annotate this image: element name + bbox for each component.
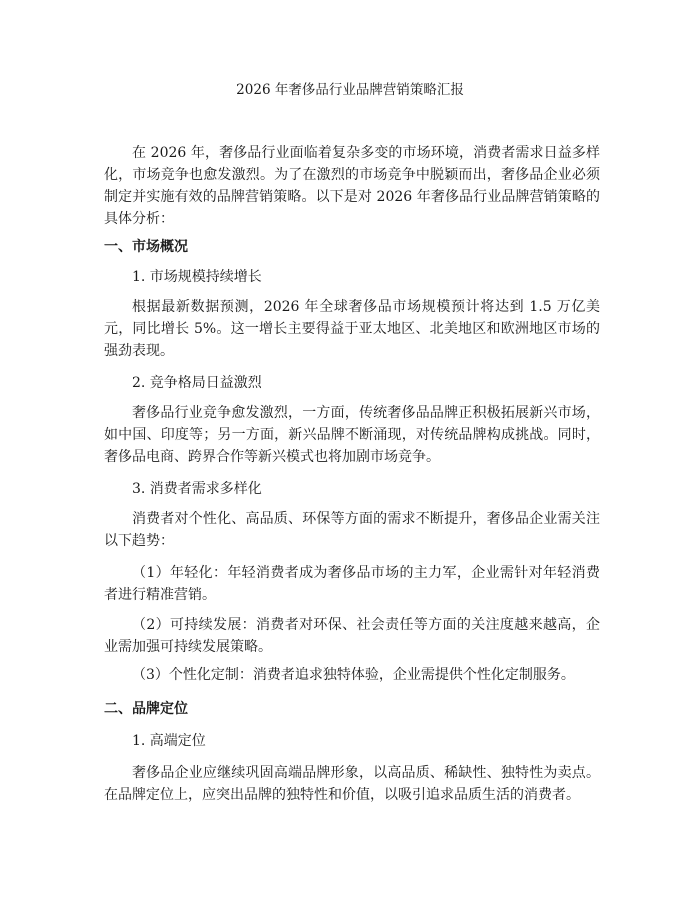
intro-paragraph: 在 2026 年，奢侈品行业面临着复杂多变的市场环境，消费者需求日益多样化，市场竞争也愈发激烈。为了在激烈的市场竞争中脱颖而出，奢侈品企业必须制定并实施有效的品牌营销策略。以下是对 2026 年奢侈品行业品牌营销策略的具体分析： bbox=[104, 145, 600, 227]
subsection-title-consumer-needs: 3. 消费者需求多样化 bbox=[132, 481, 262, 497]
subsection-title-high-end: 1. 高端定位 bbox=[132, 733, 206, 749]
trend-item-sustainability: （2）可持续发展：消费者对环保、社会责任等方面的关注度越来越高，企业需加强可持续发展策略。 bbox=[104, 617, 600, 655]
paragraph-market-size: 根据最新数据预测，2026 年全球奢侈品市场规模预计将达到 1.5 万亿美元，同比增长 5%。这一增长主要得益于亚太地区、北美地区和欧洲地区市场的强劲表现。 bbox=[104, 299, 600, 359]
subsection-title-market-size: 1. 市场规模持续增长 bbox=[132, 269, 262, 285]
trend-item-youth: （1）年轻化：年轻消费者成为奢侈品市场的主力军，企业需针对年轻消费者进行精准营销。 bbox=[104, 565, 600, 603]
trend-item-customization: （3）个性化定制：消费者追求独特体验，企业需提供个性化定制服务。 bbox=[132, 667, 575, 683]
paragraph-consumer-needs: 消费者对个性化、高品质、环保等方面的需求不断提升，奢侈品企业需关注以下趋势： bbox=[104, 511, 600, 549]
paragraph-high-end: 奢侈品企业应继续巩固高端品牌形象，以高品质、稀缺性、独特性为卖点。在品牌定位上，应突出品牌的独特性和价值，以吸引追求品质生活的消费者。 bbox=[104, 765, 600, 803]
section-heading-market-overview: 一、市场概况 bbox=[104, 239, 188, 255]
section-heading-brand-positioning: 二、品牌定位 bbox=[104, 701, 188, 717]
document-title: 2026 年奢侈品行业品牌营销策略汇报 bbox=[236, 82, 464, 98]
subsection-title-competition: 2. 竞争格局日益激烈 bbox=[132, 375, 262, 391]
paragraph-competition: 奢侈品行业竞争愈发激烈，一方面，传统奢侈品品牌正积极拓展新兴市场，如中国、印度等；另一方面，新兴品牌不断涌现，对传统品牌构成挑战。同时，奢侈品电商、跨界合作等新兴模式也将加剧市场竞争。 bbox=[104, 405, 600, 465]
